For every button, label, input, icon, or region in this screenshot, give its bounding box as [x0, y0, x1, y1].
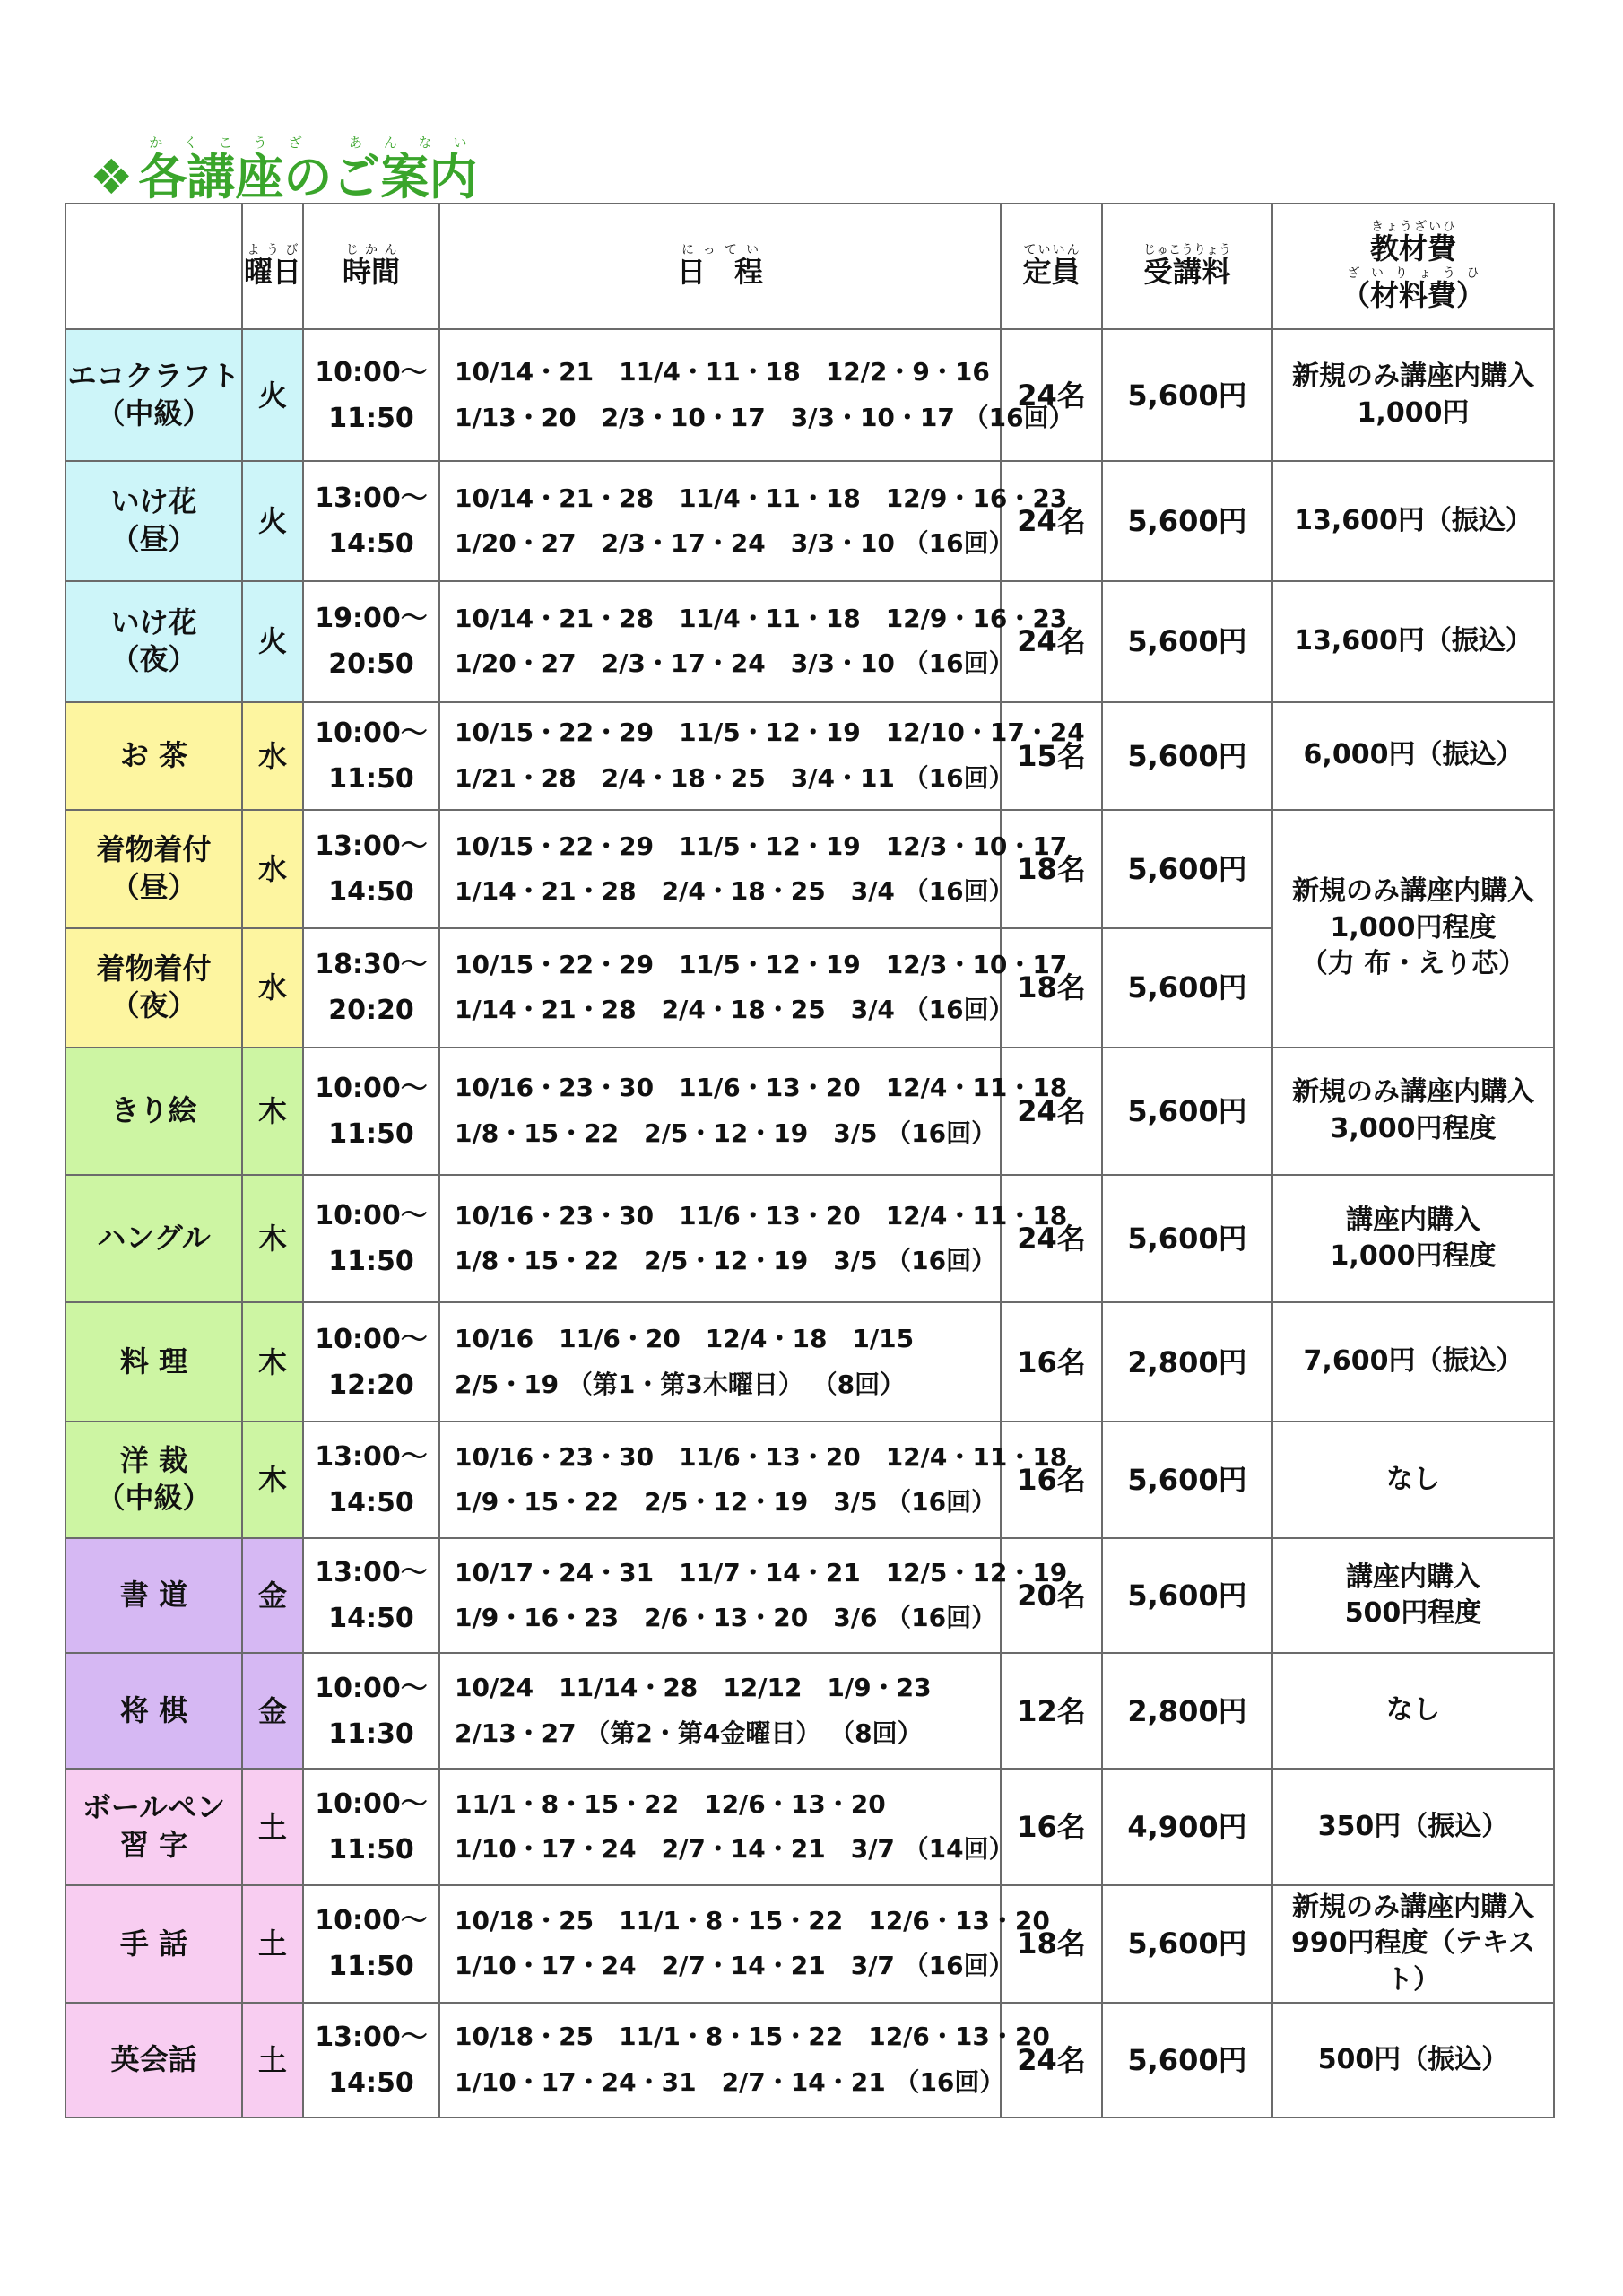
course-materials: なし: [1272, 1422, 1554, 1538]
table-row: [65, 1538, 1554, 1653]
course-table: [65, 203, 1555, 2118]
course-name: 着物着付 （昼）: [65, 810, 242, 928]
table-row: [65, 461, 1554, 581]
course-time: 10:00〜 11:50: [303, 702, 439, 810]
course-materials: 新規のみ講座内購入 990円程度（テキスト）: [1272, 1885, 1554, 2002]
course-fee: 5,600円: [1102, 1175, 1272, 1302]
table-row: [65, 1885, 1554, 2002]
course-day: 水: [242, 810, 303, 928]
course-day: 土: [242, 1885, 303, 2002]
course-materials: なし: [1272, 1653, 1554, 1768]
course-schedule: 10/16・23・30 11/6・13・20 12/4・11・18 1/9・15・22 2/5・12・19 3/5 （16回）: [439, 1422, 1001, 1538]
course-name: いけ花 （夜）: [65, 581, 242, 701]
course-schedule: 10/18・25 11/1・8・15・22 12/6・13・20 1/10・17・24 2/7・14・21 3/7 （16回）: [439, 1885, 1001, 2002]
course-materials: 7,600円（振込）: [1272, 1302, 1554, 1421]
course-fee: 5,600円: [1102, 461, 1272, 581]
course-materials: 講座内購入 500円程度: [1272, 1538, 1554, 1653]
course-schedule: 10/15・22・29 11/5・12・19 12/3・10・17 1/14・21・28 2/4・18・25 3/4 （16回）: [439, 810, 1001, 928]
course-name: きり絵: [65, 1048, 242, 1175]
course-capacity: 16名: [1001, 1422, 1102, 1538]
course-schedule: 11/1・8・15・22 12/6・13・20 1/10・17・24 2/7・14・21 3/7 （14回）: [439, 1769, 1001, 1885]
course-materials: 講座内購入 1,000円程度: [1272, 1175, 1554, 1302]
course-day: 金: [242, 1653, 303, 1768]
course-day: 土: [242, 1769, 303, 1885]
course-materials: 350円（振込）: [1272, 1769, 1554, 1885]
course-schedule: 10/17・24・31 11/7・14・21 12/5・12・19 1/9・16・23 2/6・13・20 3/6 （16回）: [439, 1538, 1001, 1653]
course-time: 10:00〜 12:20: [303, 1302, 439, 1421]
table-row: [65, 810, 1554, 928]
course-capacity: 24名: [1001, 329, 1102, 460]
header-day: 曜日ようび: [242, 204, 303, 329]
course-capacity: 24名: [1001, 2003, 1102, 2118]
table-row: [65, 1175, 1554, 1302]
course-name: ハングル: [65, 1175, 242, 1302]
course-schedule: 10/14・21・28 11/4・11・18 12/9・16・23 1/20・27 2/3・17・24 3/3・10 （16回）: [439, 581, 1001, 701]
course-name: 洋 裁 （中級）: [65, 1422, 242, 1538]
course-schedule: 10/16・23・30 11/6・13・20 12/4・11・18 1/8・15・22 2/5・12・19 3/5 （16回）: [439, 1175, 1001, 1302]
course-time: 13:00〜 14:50: [303, 810, 439, 928]
course-day: 土: [242, 2003, 303, 2118]
diamond-icon: ❖: [90, 149, 134, 205]
course-schedule: 10/16 11/6・20 12/4・18 1/15 2/5・19 （第1・第3木曜日） （8回）: [439, 1302, 1001, 1421]
header-fee: 受講料じゅこうりょう: [1102, 204, 1272, 329]
course-name: 着物着付 （夜）: [65, 928, 242, 1047]
table-row: [65, 329, 1554, 460]
header-materials: 教材費きょうざいひ （材料費）ざいりょうひ: [1272, 204, 1554, 329]
course-time: 10:00〜 11:50: [303, 1048, 439, 1175]
course-capacity: 20名: [1001, 1538, 1102, 1653]
title-ruby: かくこうざ あんない: [138, 135, 478, 151]
course-materials: 500円（振込）: [1272, 2003, 1554, 2118]
course-schedule: 10/15・22・29 11/5・12・19 12/10・17・24 1/21・28 2/4・18・25 3/4・11 （16回）: [439, 702, 1001, 810]
table-row: [65, 702, 1554, 810]
course-fee: 5,600円: [1102, 1048, 1272, 1175]
course-day: 水: [242, 702, 303, 810]
course-fee: 2,800円: [1102, 1653, 1272, 1768]
course-capacity: 24名: [1001, 1048, 1102, 1175]
course-day: 木: [242, 1302, 303, 1421]
course-fee: 2,800円: [1102, 1302, 1272, 1421]
course-time: 18:30〜 20:20: [303, 928, 439, 1047]
course-name: お 茶: [65, 702, 242, 810]
course-fee: 5,600円: [1102, 1885, 1272, 2002]
course-materials: 13,600円（振込）: [1272, 461, 1554, 581]
table-row: [65, 581, 1554, 701]
course-time: 10:00〜 11:30: [303, 1653, 439, 1768]
course-schedule: 10/14・21・28 11/4・11・18 12/9・16・23 1/20・27 2/3・17・24 3/3・10 （16回）: [439, 461, 1001, 581]
header-time: 時間じかん: [303, 204, 439, 329]
course-name: 英会話: [65, 2003, 242, 2118]
course-capacity: 16名: [1001, 1769, 1102, 1885]
title-text: 各講座のご案内: [138, 149, 478, 205]
course-name: エコクラフト （中級）: [65, 329, 242, 460]
table-row: [65, 1422, 1554, 1538]
course-schedule: 10/16・23・30 11/6・13・20 12/4・11・18 1/8・15・22 2/5・12・19 3/5 （16回）: [439, 1048, 1001, 1175]
course-name: 書 道: [65, 1538, 242, 1653]
course-time: 10:00〜 11:50: [303, 1885, 439, 2002]
header-schedule: 日 程にってい: [439, 204, 1001, 329]
course-materials: 新規のみ講座内購入 3,000円程度: [1272, 1048, 1554, 1175]
course-day: 木: [242, 1175, 303, 1302]
course-fee: 5,600円: [1102, 928, 1272, 1047]
course-day: 木: [242, 1048, 303, 1175]
course-day: 火: [242, 329, 303, 460]
course-schedule: 10/15・22・29 11/5・12・19 12/3・10・17 1/14・21・28 2/4・18・25 3/4 （16回）: [439, 928, 1001, 1047]
course-fee: 5,600円: [1102, 581, 1272, 701]
course-capacity: 24名: [1001, 1175, 1102, 1302]
course-capacity: 18名: [1001, 810, 1102, 928]
course-time: 10:00〜 11:50: [303, 329, 439, 460]
course-materials: 6,000円（振込）: [1272, 702, 1554, 810]
course-name: ボールペン 習 字: [65, 1769, 242, 1885]
course-fee: 5,600円: [1102, 2003, 1272, 2118]
course-time: 10:00〜 11:50: [303, 1769, 439, 1885]
table-row: [65, 2003, 1554, 2118]
course-capacity: 12名: [1001, 1653, 1102, 1768]
course-time: 13:00〜 14:50: [303, 2003, 439, 2118]
table-row: [65, 1769, 1554, 1885]
table-row: [65, 1048, 1554, 1175]
course-capacity: 18名: [1001, 1885, 1102, 2002]
course-name: 将 棋: [65, 1653, 242, 1768]
course-day: 木: [242, 1422, 303, 1538]
course-time: 10:00〜 11:50: [303, 1175, 439, 1302]
course-capacity: 15名: [1001, 702, 1102, 810]
course-materials: 新規のみ講座内購入 1,000円: [1272, 329, 1554, 460]
course-schedule: 10/18・25 11/1・8・15・22 12/6・13・20 1/10・17・24・31 2/7・14・21 （16回）: [439, 2003, 1001, 2118]
course-day: 火: [242, 461, 303, 581]
header-course: [65, 204, 242, 329]
course-capacity: 24名: [1001, 581, 1102, 701]
course-capacity: 18名: [1001, 928, 1102, 1047]
course-materials: 新規のみ講座内購入 1,000円程度 （力 布・えり芯）: [1272, 810, 1554, 1048]
course-day: 火: [242, 581, 303, 701]
course-fee: 5,600円: [1102, 810, 1272, 928]
course-capacity: 24名: [1001, 461, 1102, 581]
course-capacity: 16名: [1001, 1302, 1102, 1421]
header-row: [65, 204, 1554, 329]
course-time: 13:00〜 14:50: [303, 461, 439, 581]
course-day: 金: [242, 1538, 303, 1653]
course-materials: 13,600円（振込）: [1272, 581, 1554, 701]
course-fee: 4,900円: [1102, 1769, 1272, 1885]
course-time: 13:00〜 14:50: [303, 1422, 439, 1538]
course-time: 13:00〜 14:50: [303, 1538, 439, 1653]
header-capacity: 定員ていいん: [1001, 204, 1102, 329]
course-fee: 5,600円: [1102, 702, 1272, 810]
course-name: 手 話: [65, 1885, 242, 2002]
course-name: 料 理: [65, 1302, 242, 1421]
course-fee: 5,600円: [1102, 1538, 1272, 1653]
table-row: [65, 1302, 1554, 1421]
course-fee: 5,600円: [1102, 329, 1272, 460]
course-schedule: 10/14・21 11/4・11・18 12/2・9・16 1/13・20 2/3・10・17 3/3・10・17 （16回）: [439, 329, 1001, 460]
course-fee: 5,600円: [1102, 1422, 1272, 1538]
page-title: [90, 121, 478, 205]
course-day: 水: [242, 928, 303, 1047]
course-schedule: 10/24 11/14・28 12/12 1/9・23 2/13・27 （第2・第4金曜日） （8回）: [439, 1653, 1001, 1768]
course-name: いけ花 （昼）: [65, 461, 242, 581]
table-row: [65, 1653, 1554, 1768]
course-time: 19:00〜 20:50: [303, 581, 439, 701]
